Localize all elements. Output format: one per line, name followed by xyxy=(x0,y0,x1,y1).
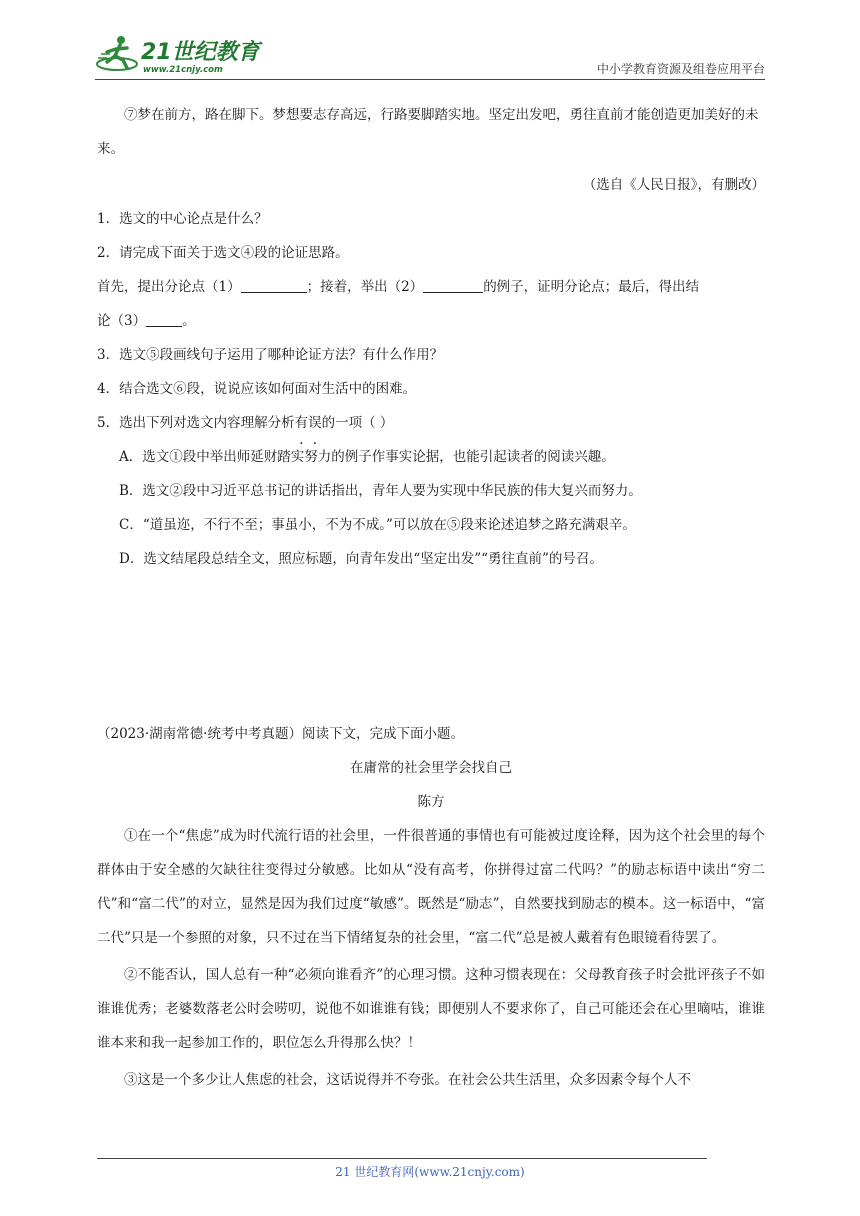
answer-blank-3[interactable] xyxy=(146,312,182,327)
question-5-bracket: 的一项（ ） xyxy=(321,415,394,431)
paragraph-7: ⑦梦在前方，路在脚下。梦想要志存高远，行路要脚踏实地。坚定出发吧，勇往直前才能创造更加美好的未来。 xyxy=(97,107,759,157)
paragraph-2: ②不能否认，国人总有一种“必须向谁看齐”的心理习惯。这种习惯表现在：父母教育孩子时会批评孩子不如谁谁优秀；老婆数落老公时会唠叨，说他不如谁谁有钱；即便别人不要求你了，自己可能还会在心里嘀咕，谁谁谁本来和我一起参加工作的，职位怎么升得那么快？！ xyxy=(97,967,765,1051)
emphasis-char-2: 误 xyxy=(308,415,322,431)
platform-name: 中小学教育资源及组卷应用平台 xyxy=(596,62,765,76)
footer-link[interactable]: 21 世纪教育网(www.21cnjy.com) xyxy=(335,1165,525,1179)
runner-logo-icon xyxy=(95,34,265,78)
svg-text:21世纪教育: 21世纪教育 xyxy=(141,40,260,65)
option-b[interactable]: B．选文②段中习近平总书记的讲话指出，青年人要为实现中华民族的伟大复兴而努力。 xyxy=(119,483,642,499)
section-intro: （2023·湖南常德·统考中考真题）阅读下文，完成下面小题。 xyxy=(97,726,464,742)
question-5-text: 5．选出下列对选文内容理解分析 xyxy=(97,415,295,431)
option-a[interactable]: A．选文①段中举出师延财踏实努力的例子作事实论据，也能引起读者的阅读兴趣。 xyxy=(119,449,615,465)
question-3: 3．选文⑤段画线句子运用了哪种论证方法？有什么作用？ xyxy=(97,347,444,363)
option-d[interactable]: D．选文结尾段总结全文，照应标题，向青年发出“坚定出发”“勇往直前”的号召。 xyxy=(119,551,603,567)
fill-text-1: 首先，提出分论点（1） xyxy=(97,279,241,295)
answer-blank-1[interactable] xyxy=(241,278,307,293)
fill-text-4: 论（3） xyxy=(97,313,147,329)
option-c[interactable]: C．“道虽迩，不行不至；事虽小，不为不成。”可以放在⑤段来论述追梦之路充满艰辛。 xyxy=(119,517,636,533)
article-body xyxy=(97,819,765,1097)
source-note: （选自《人民日报》，有删改） xyxy=(582,177,765,193)
article-title: 在庸常的社会里学会找自己 xyxy=(350,760,512,776)
question-2: 2．请完成下面关于选文④段的论证思路。 xyxy=(97,245,349,261)
svg-text:www.21cnjy.com: www.21cnjy.com xyxy=(143,65,223,75)
answer-blank-2[interactable] xyxy=(423,278,483,293)
article-author: 陈方 xyxy=(417,794,445,810)
paragraph-1: ①在一个“焦虑”成为时代流行语的社会里，一件很普通的事情也有可能被过度诠释，因为这个社会里的每个群体由于安全感的欠缺往往变得过分敏感。比如从“没有高考，你拼得过富二代吗？”的励志标语中读出“穷二代”和“富二代”的对立，显然是因为我们过度“敏感”。既然是“励志”，自然要找到励志的模本。这一标语中，“富二代”只是一个参照的对象，只不过在当下情绪复杂的社会里，“富二代”总是被人戴着有色眼镜看待罢了。 xyxy=(97,828,765,946)
fill-text-2: ；接着，举出（2） xyxy=(306,279,424,295)
question-section-1 xyxy=(97,98,765,576)
question-5 xyxy=(97,406,765,440)
fill-text-3: 的例子，证明分论点；最后，得出结 xyxy=(483,279,700,295)
emphasis-char-1: 有 xyxy=(294,415,309,431)
footer-divider xyxy=(97,1158,707,1159)
question-2-fill-in xyxy=(97,270,765,338)
site-logo[interactable] xyxy=(95,34,265,78)
question-4: 4．结合选文⑥段，说说应该如何面对生活中的困难。 xyxy=(97,381,417,397)
reading-section-2 xyxy=(97,717,765,1100)
question-1: 1．选文的中心论点是什么？ xyxy=(97,211,268,227)
fill-text-5: 。 xyxy=(182,313,196,329)
page-header xyxy=(95,34,765,82)
paragraph-3: ③这是一个多少让人焦虑的社会，这话说得并不夸张。在社会公共生活里，众多因素令每个人不 xyxy=(124,1072,691,1088)
header-divider xyxy=(95,79,765,80)
